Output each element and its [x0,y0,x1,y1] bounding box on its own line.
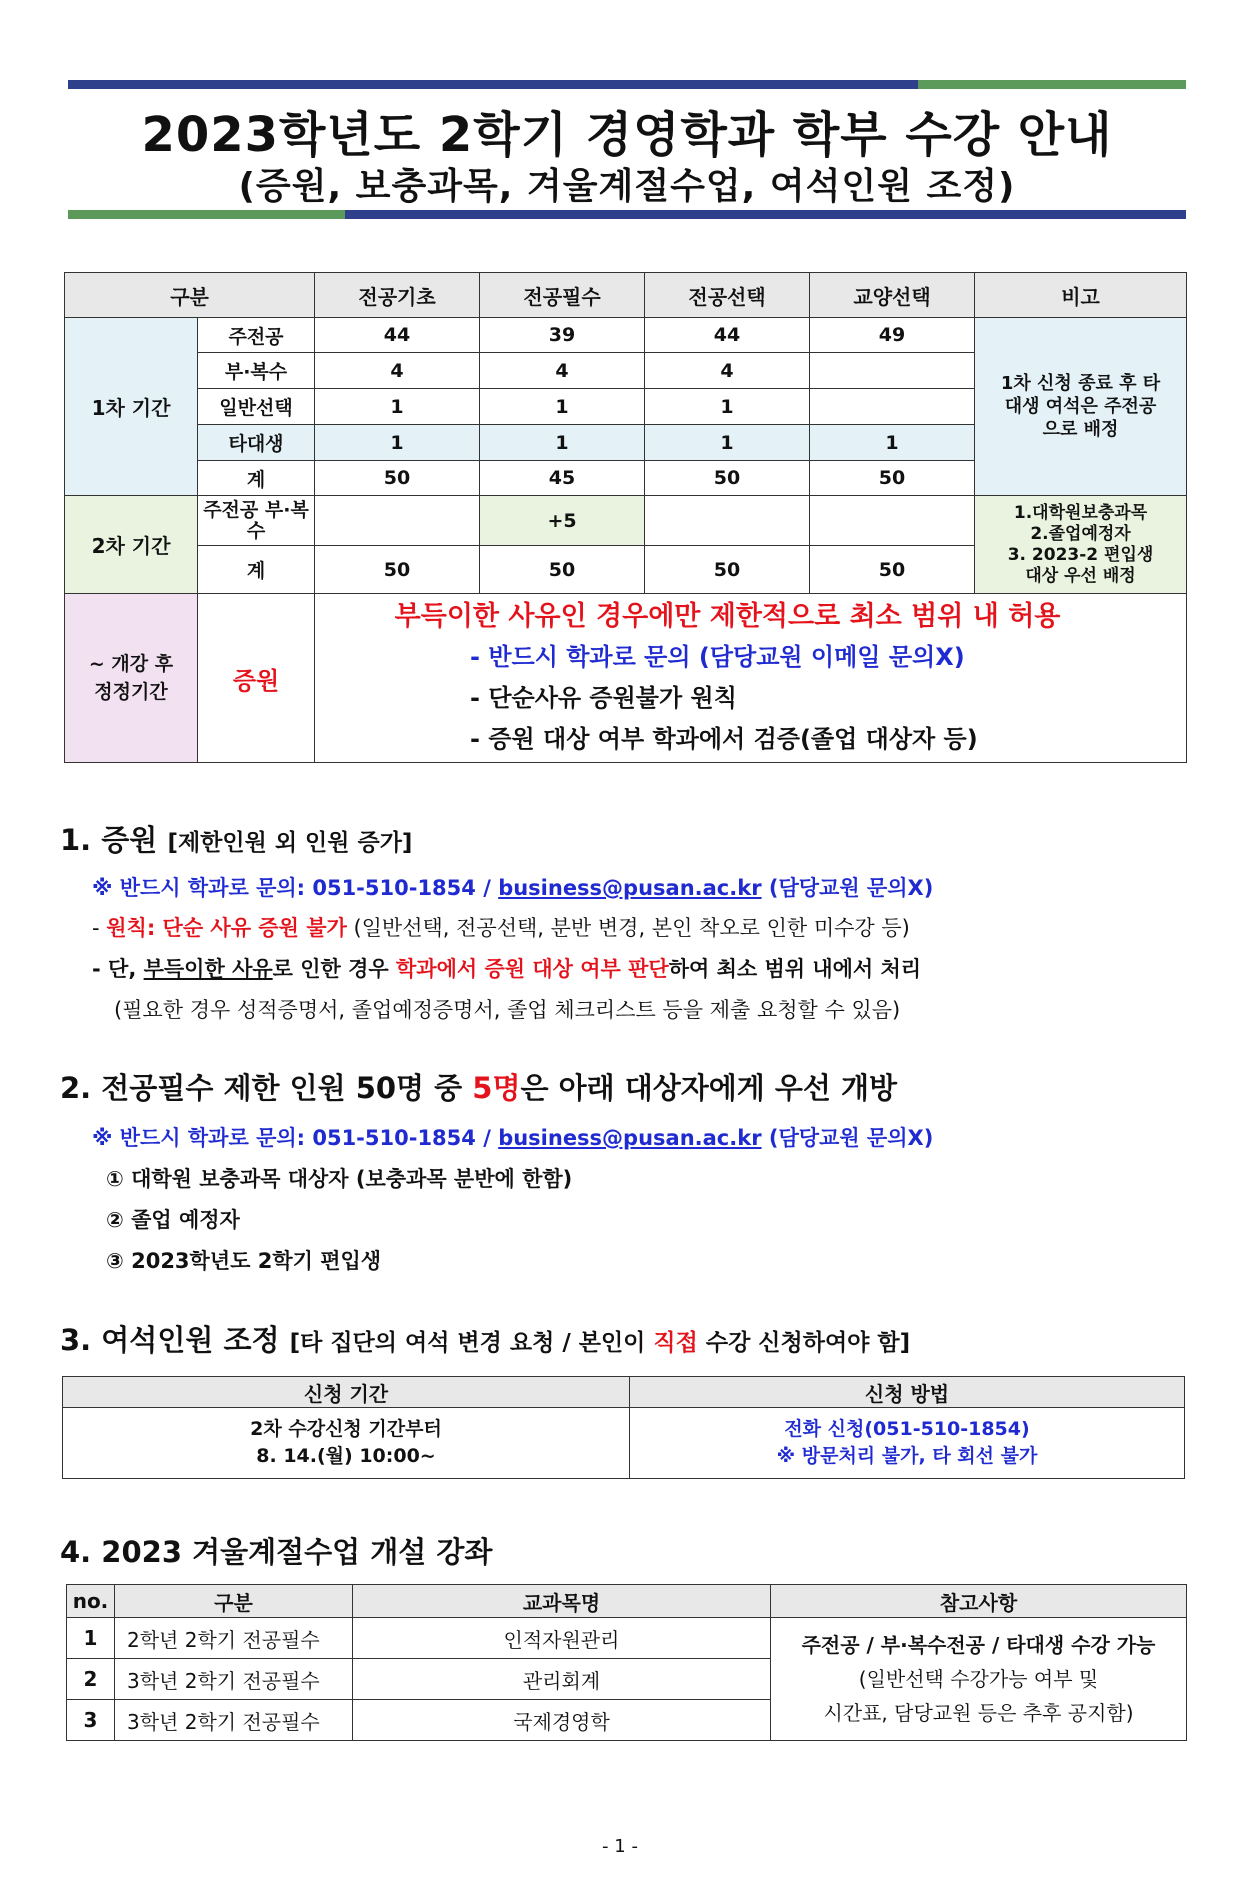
table-cell: 1 [315,389,480,425]
row-course: 관리회계 [353,1659,771,1700]
except-prefix: - 단, [92,957,144,981]
contact-email-link[interactable]: business@pusan.ac.kr [498,1126,762,1150]
section1-rule [92,912,910,942]
row-type: 부·복수 [198,353,315,389]
except-underline: 부득이한 사유 [143,957,273,981]
rule-dash: - [92,916,107,940]
row-type: 타대생 [198,425,315,461]
section1-title: 1. 증원 [60,823,158,857]
notice-item: - 반드시 학과로 문의 (담당교원 이메일 문의X) [470,643,965,671]
list-item: ① 대학원 보충과목 대상자 (보충과목 분반에 한함) [106,1167,573,1191]
table-cell: 50 [810,461,975,496]
except-mid: 로 인한 경우 [272,957,397,981]
winter-courses-table [66,1584,1187,1741]
section2-title-prefix: 2. 전공필수 제한 인원 50명 중 [60,1071,473,1105]
table-cell: 4 [315,353,480,389]
period2-note-line: 3. 2023-2 편입생 [1007,544,1154,565]
table-cell: 4 [480,353,645,389]
period2-note [975,496,1187,594]
contact-suffix: (담당교원 문의X) [761,876,934,900]
table-cell: 1 [645,389,810,425]
period3-label [65,594,198,763]
period2-note-line: 2.졸업예정자 [1030,523,1131,544]
table-cell: 50 [315,546,480,594]
winter-note [771,1618,1187,1741]
adjustment-table [62,1376,1185,1479]
row-course: 인적자원관리 [353,1618,771,1659]
except-red: 학과에서 증원 대상 여부 판단 [396,957,669,981]
list-item: ② 졸업 예정자 [106,1208,240,1232]
table-cell [810,389,975,425]
section2-title-red: 5명 [472,1071,521,1105]
section1-heading [60,818,412,859]
notice-item: - 증원 대상 여부 학과에서 검증(졸업 대상자 등) [470,725,978,753]
row-category: 2학년 2학기 전공필수 [115,1618,353,1659]
section3-title: 3. 여석인원 조정 [60,1323,280,1357]
table-row [63,1408,1185,1479]
page-title: 2023학년도 2학기 경영학과 학부 수강 안내 [141,107,1113,163]
header-major-elective: 전공선택 [645,273,810,318]
method-line: 전화 신청(051-510-1854) [784,1418,1030,1440]
header-liberal-elective: 교양선택 [810,273,975,318]
contact-prefix: ※ 반드시 학과로 문의: 051-510-1854 / [92,876,499,900]
table-row [65,496,1187,546]
rule-rest: (일반선택, 전공선택, 분반 변경, 본인 착오로 인한 미수강 등) [346,916,910,940]
winter-note-line: 시간표, 담당교원 등은 추후 공지함) [823,1701,1134,1725]
header-bottom-bar-green [68,210,345,219]
contact-suffix: (담당교원 문의X) [761,1126,934,1150]
row-type: 계 [198,546,315,594]
header-major-basic: 전공기초 [315,273,480,318]
period-line: 2차 수강신청 기간부터 [250,1418,442,1440]
row-type: 일반선택 [198,389,315,425]
table-cell: 44 [315,318,480,353]
header-note: 참고사항 [771,1585,1187,1618]
rule-red: 원칙: 단순 사유 증원 불가 [106,916,347,940]
header-course: 교과목명 [353,1585,771,1618]
row-category: 3학년 2학기 전공필수 [115,1659,353,1700]
period3-label-line: 정정기간 [94,681,168,703]
table-cell [645,496,810,546]
header-no: no. [67,1585,115,1618]
period1-label: 1차 기간 [65,318,198,496]
table-header-row [65,273,1187,318]
row-type: 주전공 부·복수 [198,496,315,546]
table-cell: 44 [645,318,810,353]
table-row [67,1618,1187,1659]
contact-email-link[interactable]: business@pusan.ac.kr [498,876,762,900]
table-cell: 1 [480,389,645,425]
table-cell: 50 [645,461,810,496]
table-cell: +5 [480,496,645,546]
winter-note-line: 주전공 / 부·복수전공 / 타대생 수강 가능 [801,1633,1156,1657]
notice-item: - 단순사유 증원불가 원칙 [470,684,737,712]
header-method: 신청 방법 [630,1377,1185,1408]
period3-label-line: ~ 개강 후 [88,653,174,675]
section3-title-sub-red: 직접 [653,1330,698,1356]
method-line: ※ 방문처리 불가, 타 회선 불가 [776,1445,1038,1467]
table-cell: 50 [480,546,645,594]
row-type: 계 [198,461,315,496]
section1-note: (필요한 경우 성적증명서, 졸업예정증명서, 졸업 체크리스트 등을 제출 요청할 수 있음) [114,998,901,1022]
section2-contact [92,1122,933,1152]
table-row [65,594,1187,763]
table-cell: 4 [645,353,810,389]
table-cell: 49 [810,318,975,353]
row-no: 1 [67,1618,115,1659]
page-subtitle: (증원, 보충과목, 겨울계절수업, 여석인원 조정) [238,166,1016,207]
table-cell: 1 [315,425,480,461]
header-major-required: 전공필수 [480,273,645,318]
period2-note-line: 대상 우선 배정 [1025,565,1136,586]
table-cell [315,496,480,546]
table-cell: 1 [480,425,645,461]
header-top-bar-blue [68,80,918,89]
header-category: 구분 [115,1585,353,1618]
table-header-row [63,1377,1185,1408]
header-top-bar-green [918,80,1186,89]
table-row [65,318,1187,353]
except-suffix: 하여 최소 범위 내에서 처리 [668,957,922,981]
period3-notice [315,594,1187,763]
row-type: 주전공 [198,318,315,353]
table-cell: 50 [810,546,975,594]
table-cell: 50 [315,461,480,496]
section1-title-sub: [제한인원 외 인원 증가] [167,830,413,856]
table-header-row [67,1585,1187,1618]
section1-exception [92,953,921,983]
header-period: 신청 기간 [63,1377,630,1408]
table-cell [810,353,975,389]
section3-title-sub-prefix: [타 집단의 여석 변경 요청 / 본인이 [289,1330,654,1356]
row-no: 2 [67,1659,115,1700]
winter-note-line: (일반선택 수강가능 여부 및 [858,1667,1099,1691]
section2-heading [60,1066,897,1107]
table-cell: 1 [645,425,810,461]
period2-note-line: 1.대학원보충과목 [1013,502,1148,523]
application-method [630,1408,1185,1479]
section4-title: 4. 2023 겨울계절수업 개설 강좌 [60,1535,493,1569]
contact-prefix: ※ 반드시 학과로 문의: 051-510-1854 / [92,1126,499,1150]
header-bottom-bar-blue [345,210,1186,219]
enrollment-quota-table [64,272,1187,763]
period-line: 8. 14.(월) 10:00~ [256,1445,436,1467]
page-number: - 1 - [602,1836,638,1857]
section1-contact [92,872,933,902]
row-course: 국제경영학 [353,1700,771,1741]
row-no: 3 [67,1700,115,1741]
header-category: 구분 [65,273,315,318]
notice-title: 부득이한 사유인 경우에만 제한적으로 최소 범위 내 허용 [394,601,1061,632]
table-cell: 1 [810,425,975,461]
application-period [63,1408,630,1479]
header-remarks: 비고 [975,273,1187,318]
list-item: ③ 2023학년도 2학기 편입생 [106,1249,382,1273]
table-cell: 45 [480,461,645,496]
section3-title-sub-suffix: 수강 신청하여야 함] [697,1330,911,1356]
period2-label: 2차 기간 [65,496,198,594]
table-cell [810,496,975,546]
table-cell: 39 [480,318,645,353]
section2-title-suffix: 은 아래 대상자에게 우선 개방 [520,1071,898,1105]
period1-note: 1차 신청 종료 후 타대생 여석은 주전공으로 배정 [975,318,1187,496]
section3-heading [60,1318,910,1359]
period3-type: 증원 [198,594,315,763]
table-cell: 50 [645,546,810,594]
row-category: 3학년 2학기 전공필수 [115,1700,353,1741]
